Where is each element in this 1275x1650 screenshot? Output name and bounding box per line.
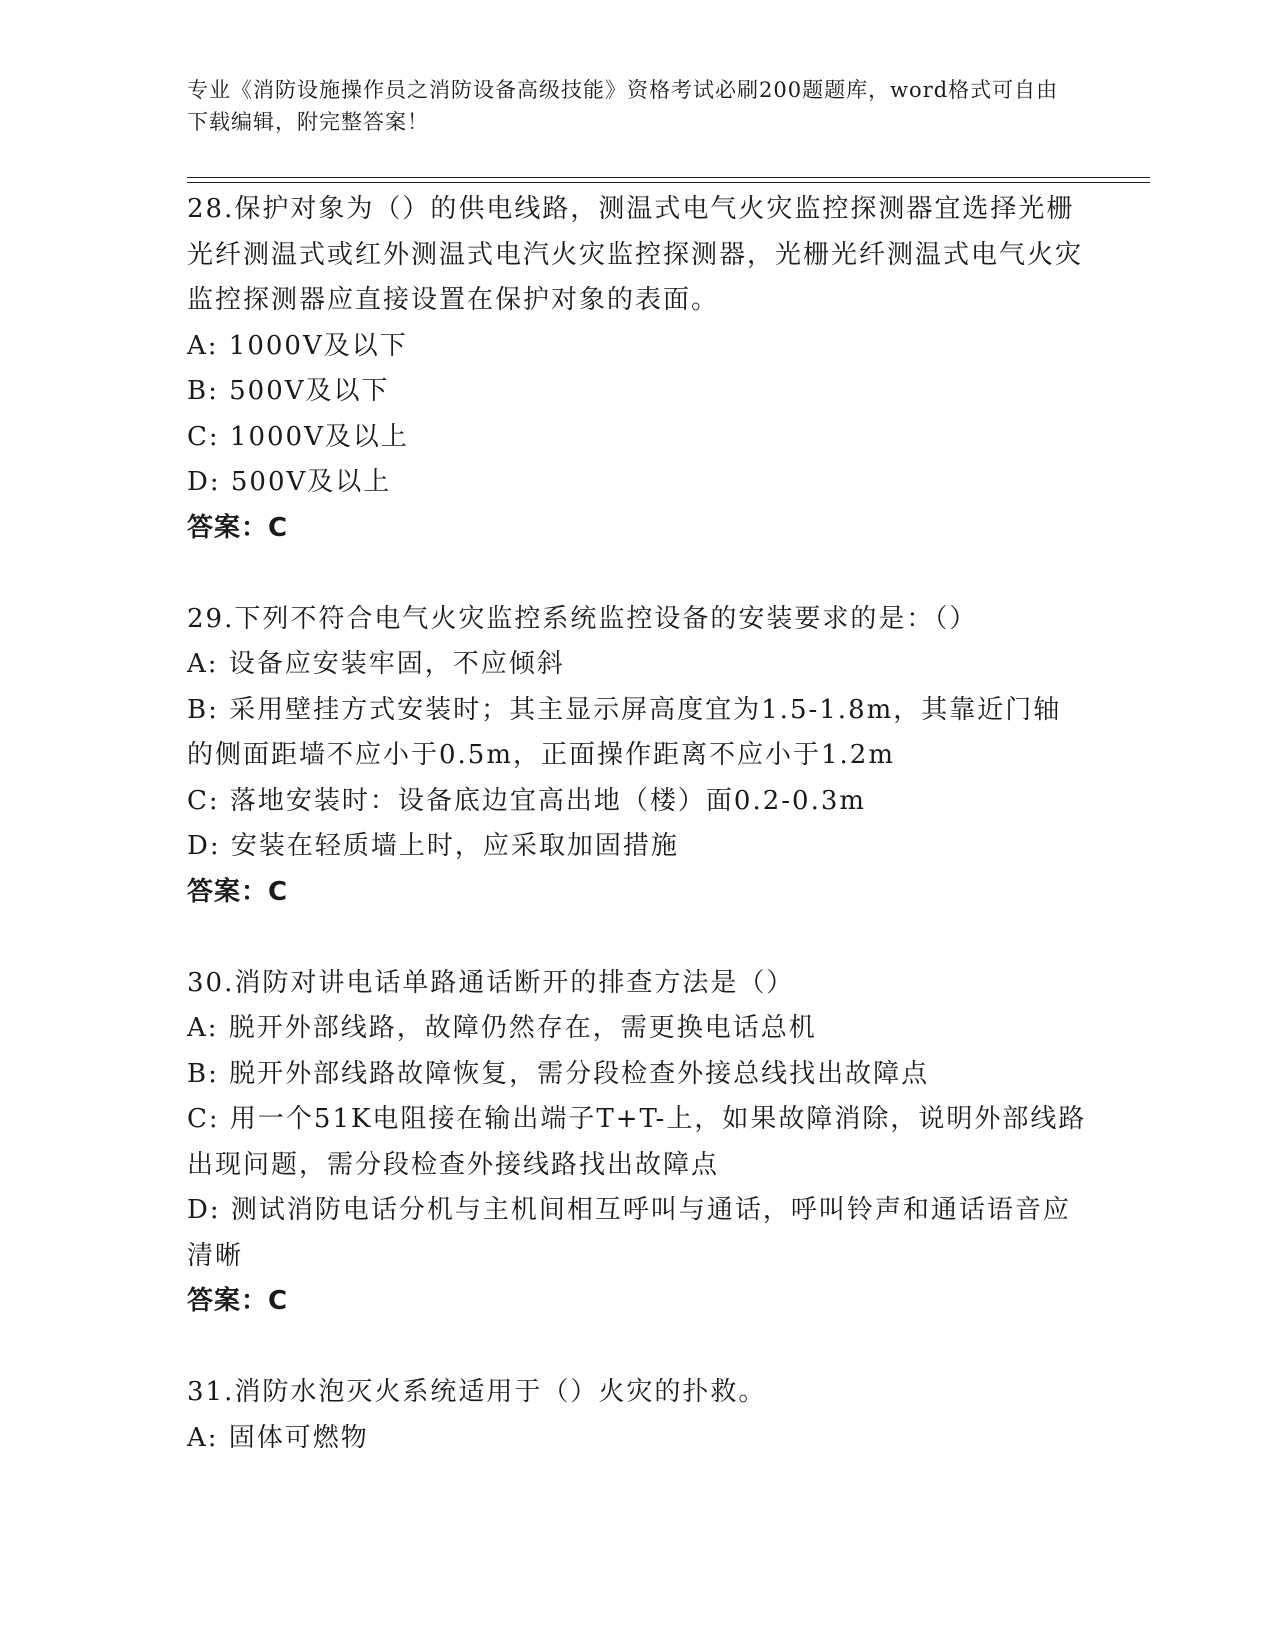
option-b: B: 500V及以下 xyxy=(187,376,390,406)
option-a: A: 脱开外部线路，故障仍然存在，需更换电话总机 xyxy=(187,1013,817,1043)
option-d: D: 500V及以上 xyxy=(187,467,392,497)
question-29 xyxy=(187,597,1087,916)
option-b: B: 采用壁挂方式安装时；其主显示屏高度宜为1.5-1.8m，其靠近门轴的侧面距墙不应小于0.5m，正面操作距离不应小于1.2m xyxy=(187,694,1062,770)
option-c: C: 落地安装时：设备底边宜高出地（楼）面0.2-0.3m xyxy=(187,785,867,816)
question-list xyxy=(187,187,1087,1461)
question-30 xyxy=(187,961,1087,1325)
option-a: A: 1000V及以下 xyxy=(187,330,408,361)
question-stem: 30.消防对讲电话单路通话断开的排查方法是（） xyxy=(187,967,795,998)
answer-line: 答案：C xyxy=(187,876,289,907)
question-stem: 29.下列不符合电气火灾监控系统监控设备的安装要求的是：（） xyxy=(187,603,978,634)
question-spacer xyxy=(187,551,1087,597)
answer-line: 答案：C xyxy=(187,512,289,543)
option-d: D: 安装在轻质墙上时，应采取加固措施 xyxy=(187,831,679,861)
question-spacer xyxy=(187,1325,1087,1371)
question-28 xyxy=(187,187,1087,551)
option-d: D: 测试消防电话分机与主机间相互呼叫与通话，呼叫铃声和通话语音应清晰 xyxy=(187,1195,1071,1271)
question-stem: 31.消防水泡灭火系统适用于（）火灾的扑救。 xyxy=(187,1377,767,1407)
option-b: B: 脱开外部线路故障恢复，需分段检查外接总线找出故障点 xyxy=(187,1058,930,1089)
document-header: 专业《消防设施操作员之消防设备高级技能》资格考试必刷200题题库，word格式可自由下载编辑，附完整答案！ xyxy=(187,78,1059,134)
header-divider-bottom xyxy=(187,182,1150,183)
question-spacer xyxy=(187,915,1087,961)
answer-line: 答案：C xyxy=(187,1286,289,1316)
option-a: A: 设备应安装牢固，不应倾斜 xyxy=(187,649,565,679)
option-c: C: 1000V及以上 xyxy=(187,421,409,452)
question-stem: 28.保护对象为（）的供电线路，测温式电气火灾监控探测器宜选择光栅光纤测温式或红外测温式电汽火灾监控探测器，光栅光纤测温式电气火灾监控探测器应直接设置在保护对象的表面。 xyxy=(187,194,1084,315)
question-31 xyxy=(187,1370,1087,1461)
header-divider-top xyxy=(187,177,1150,178)
option-a: A: 固体可燃物 xyxy=(187,1422,369,1453)
option-c: C: 用一个51K电阻接在输出端子T+T-上，如果故障消除，说明外部线路出现问题，需分段检查外接线路找出故障点 xyxy=(187,1104,1087,1180)
